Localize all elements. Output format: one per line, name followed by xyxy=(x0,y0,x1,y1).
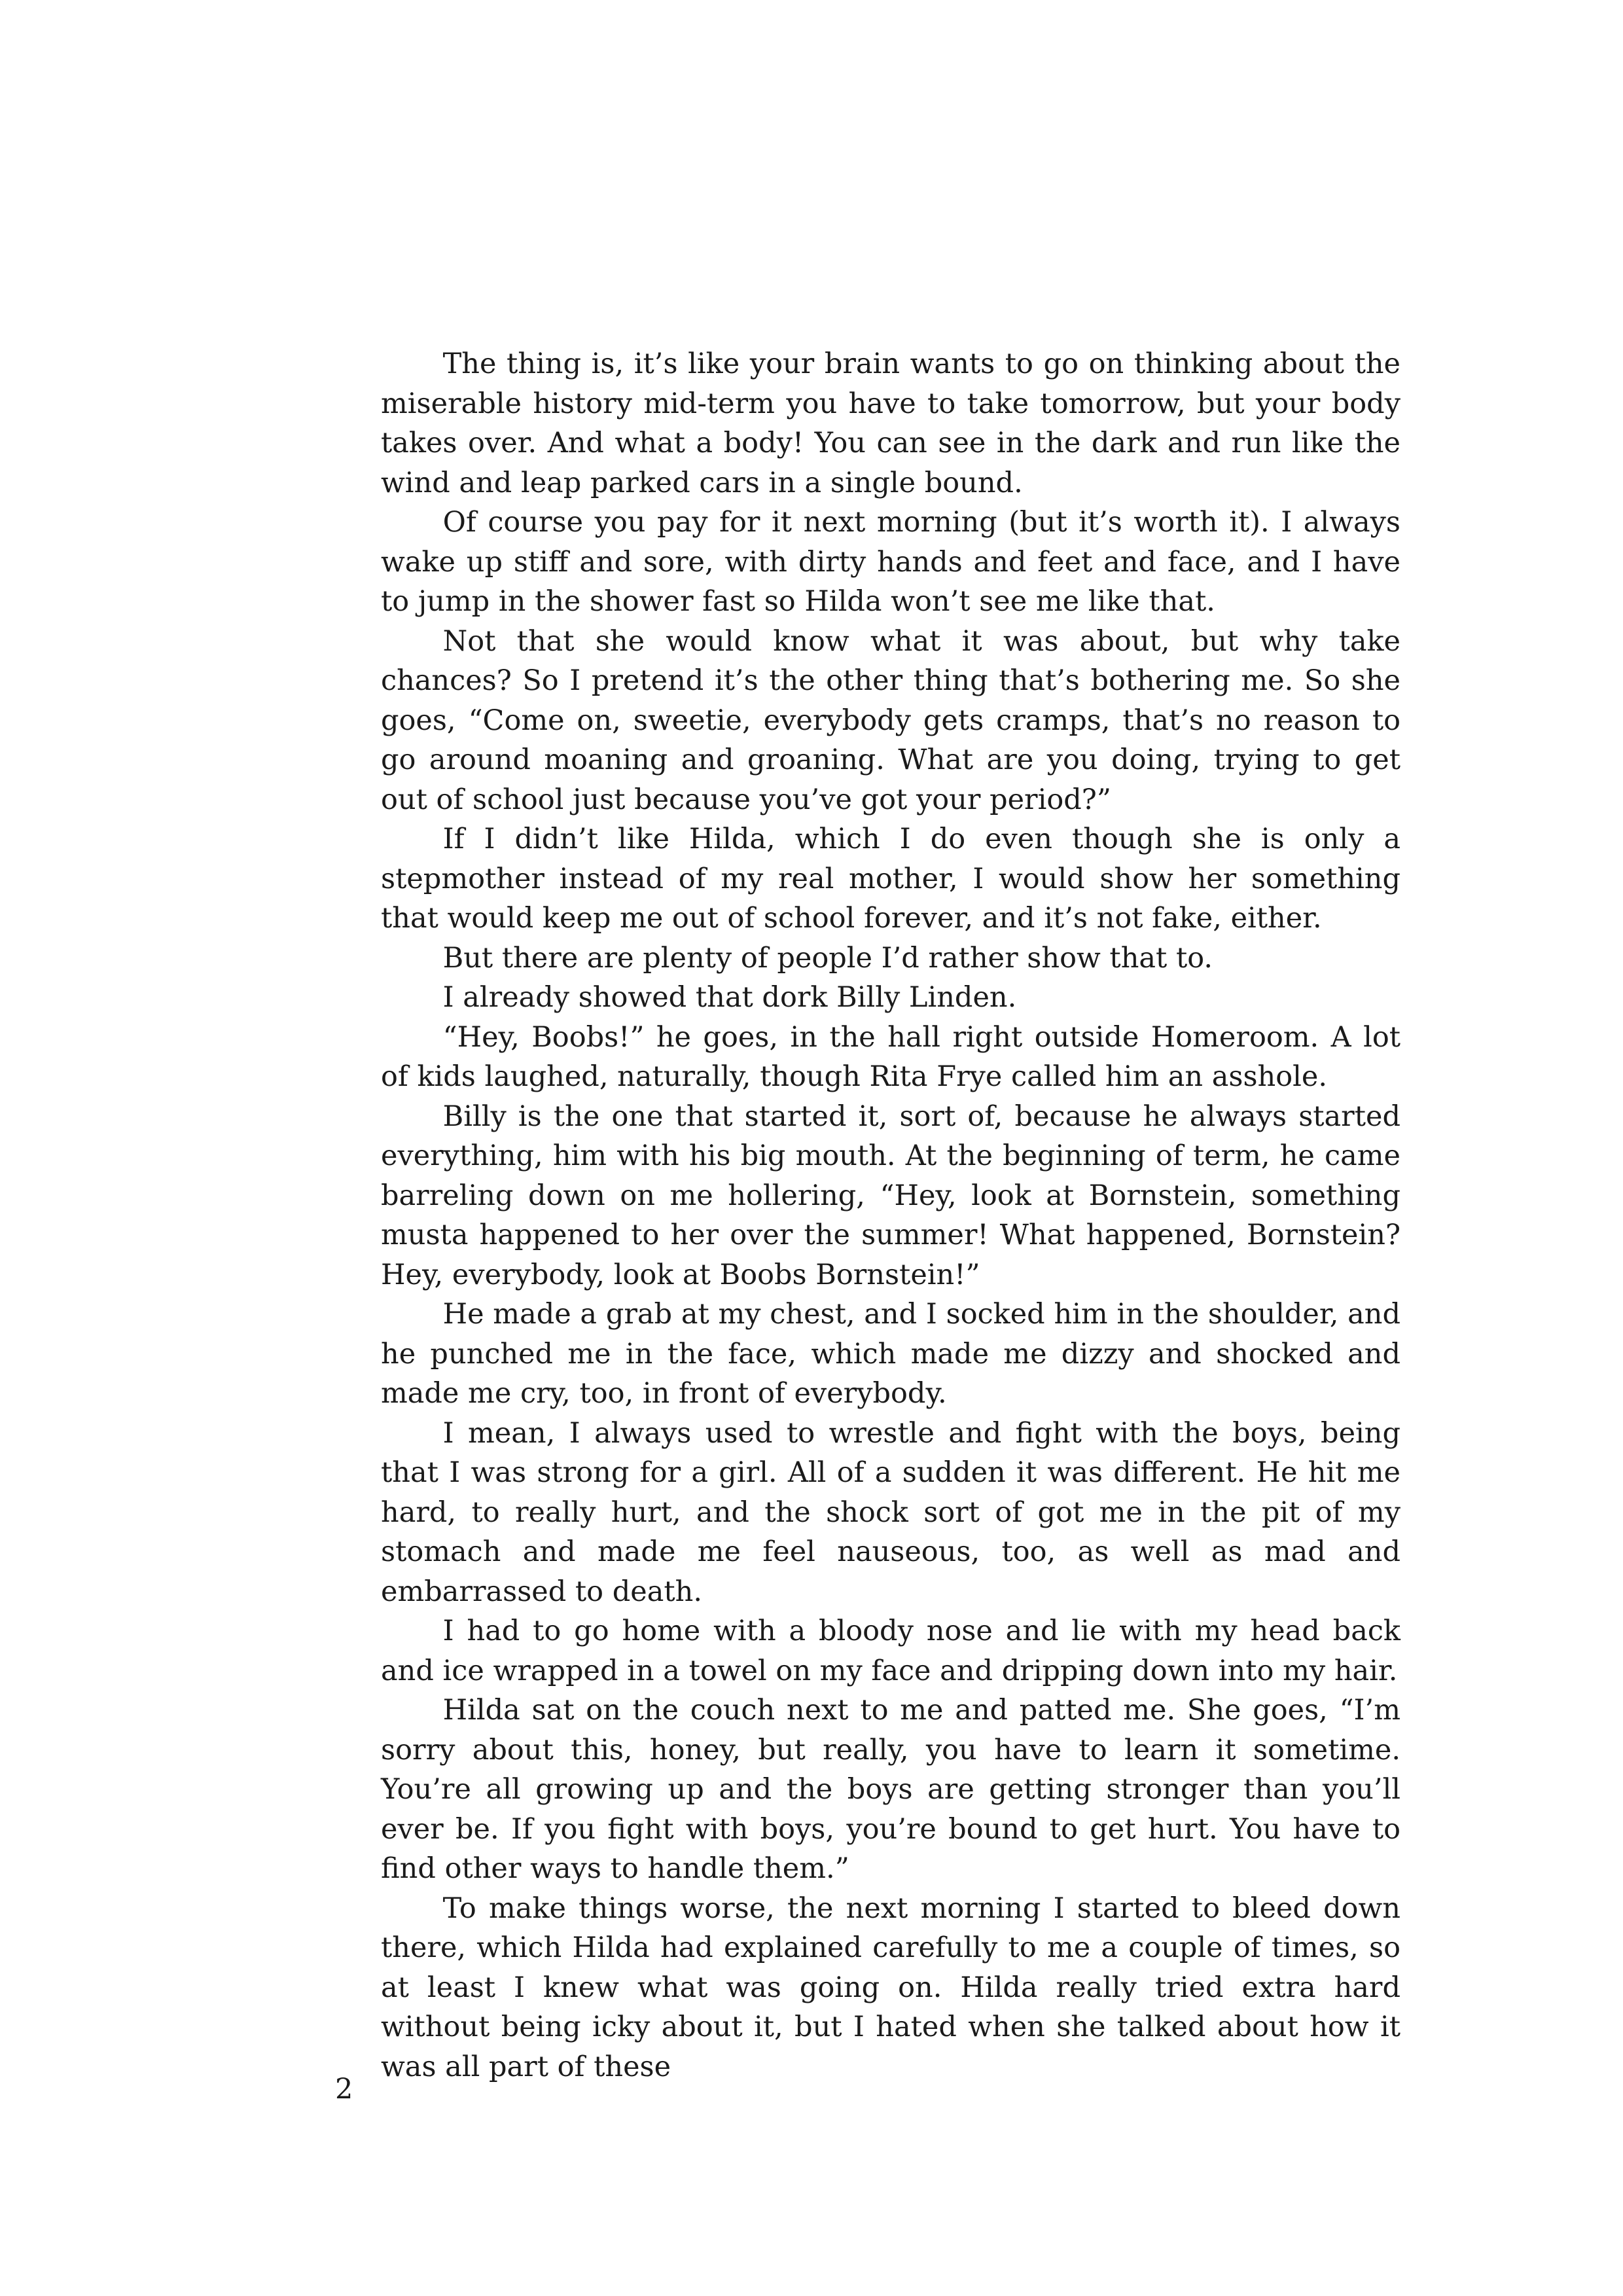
paragraph: I already showed that dork Billy Linden. xyxy=(442,981,1017,1014)
paragraph: He made a grab at my chest, and I socked him in the shoulder, and he punched me in the face, which made me dizzy and shocked and made me cry, too, in front of everybody. xyxy=(381,1298,1400,1410)
page-number: 2 xyxy=(335,2073,353,2106)
paragraph: I mean, I always used to wrestle and fight with the boys, being that I was strong for a girl. All of a sudden it was different. He hit me hard, to really hurt, and the shock sort of got me in the pit of my stomach and made me feel nauseous, too, as well as mad and embarrassed to death. xyxy=(381,1416,1400,1608)
paragraph: I had to go home with a bloody nose and lie with my head back and ice wrapped in a towel on my face and dripping down into my hair. xyxy=(381,1615,1400,1687)
paragraph: “Hey, Boobs!” he goes, in the hall right outside Homeroom. A lot of kids laughed, naturally, though Rita Frye called him an asshole. xyxy=(381,1020,1400,1093)
body-text xyxy=(381,344,1400,2087)
paragraph: Hilda sat on the couch next to me and patted me. She goes, “I’m sorry about this, honey, but really, you have to learn it sometime. You’re all growing up and the boys are getting stronger than you’ll ever be. If you fight with boys, you’re bound to get hurt. You have to find other ways to handle them.” xyxy=(381,1694,1400,1885)
paragraph: Of course you pay for it next morning (but it’s worth it). I always wake up stiff and sore, with dirty hands and feet and face, and I have to jump in the shower fast so Hilda won’t see me like that. xyxy=(381,506,1400,618)
paragraph: If I didn’t like Hilda, which I do even though she is only a stepmother instead of my real mother, I would show her something that would keep me out of school forever, and it’s not fake, either. xyxy=(381,823,1400,935)
paragraph: But there are plenty of people I’d rather show that to. xyxy=(442,941,1213,975)
paragraph: Billy is the one that started it, sort of, because he always started everything, him with his big mouth. At the beginning of term, he came barreling down on me hollering, “Hey, look at Bornstein, something musta happened to her over the summer! What happened, Bornstein? Hey, everybody, look at Boobs Bornstein!” xyxy=(381,1100,1400,1291)
paragraph: The thing is, it’s like your brain wants to go on thinking about the miserable history mid-term you have to take tomorrow, but your body takes over. And what a body! You can see in the dark and run like the wind and leap parked cars in a single bound. xyxy=(381,348,1400,499)
paragraph: Not that she would know what it was about, but why take chances? So I pretend it’s the other thing that’s bothering me. So she goes, “Come on, sweetie, everybody gets cramps, that’s no reason to go around moaning and groaning. What are you doing, trying to get out of school just because you’ve got your period?” xyxy=(381,624,1400,816)
paragraph: To make things worse, the next morning I started to bleed down there, which Hilda had explained carefully to me a couple of times, so at least I knew what was going on. Hilda really tried extra hard without being icky about it, but I hated when she talked about how it was all part of these xyxy=(381,1892,1400,2083)
